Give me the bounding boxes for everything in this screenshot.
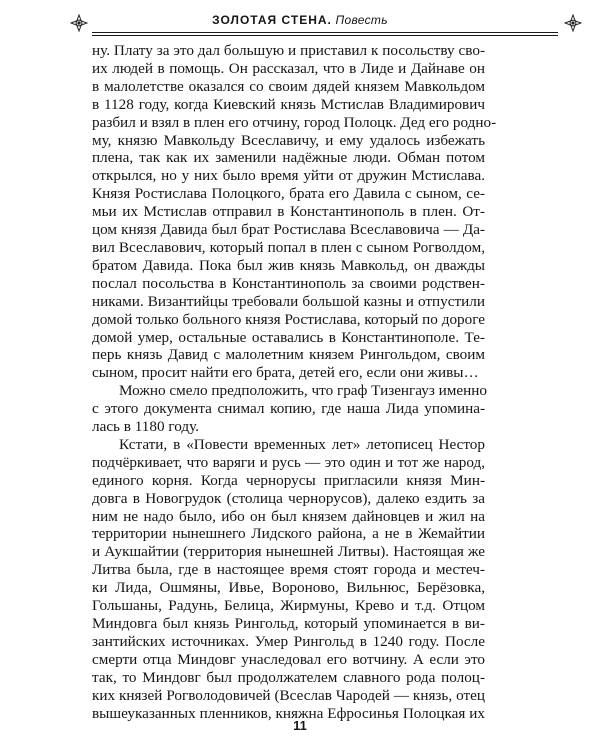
- text-line: братом Давида. Пока был жив князь Мавкольд, он дважды: [92, 256, 485, 274]
- text-line: и Аукшайтии (территория нынешней Литвы). Настоящая же: [92, 543, 485, 561]
- book-genre: Повесть: [335, 13, 388, 27]
- text-line: плена, так как их заменили надёжные люди. Обман потом: [92, 149, 485, 167]
- text-line: единого корня. Когда чернорусы пригласили князя Мин-: [92, 471, 485, 489]
- text-line: Миндовга был князь Рингольд, который упоминается в ви-: [92, 615, 485, 632]
- running-header-title: [0, 13, 600, 27]
- text-line: с этого документа снимал копию, где наша Лида упомина-: [92, 400, 485, 418]
- page-number: 11: [293, 718, 307, 733]
- text-line: разбил и взял в плен его отчину, город Полоцк. Дед его родно-: [92, 113, 497, 131]
- text-line: сыном, просит найти его брата, детей его, если они живы…: [92, 364, 479, 382]
- text-line: подчёркивает, что варяги и русь — это один и тот же народ,: [92, 453, 485, 471]
- text-line: цом князя Давида был брат Ростислава Всеславовича — Да-: [92, 221, 485, 239]
- text-line: ним не надо было, ибо он был князем дайновцев и жил на: [92, 507, 485, 525]
- text-line: Литва была, где в настоящее время стоят города и местеч-: [92, 561, 485, 579]
- text-line: домой только больного князя Ростислава, который по дороге: [92, 310, 485, 328]
- book-title: ЗОЛОТАЯ СТЕНА.: [212, 13, 332, 27]
- text-line: домой умер, остальные оставались в Константинополе. Те-: [92, 328, 485, 346]
- text-line: в 1128 году, когда Киевский князь Мстислав Владимирович: [92, 95, 485, 113]
- text-line: их людей в помощь. Он рассказал, что в Лиде и Дайнаве он: [92, 59, 485, 77]
- text-line: в малолетстве оказался со своим дядей князем Мавкольдом: [92, 77, 485, 95]
- text-line: довга в Новогрудок (столица чернорусов), далеко ездить за: [92, 489, 485, 507]
- text-line: вышеуказанных пленников, княжна Ефросинья Полоцкая их: [92, 704, 485, 722]
- text-line: ки Лида, Ошмяны, Ивье, Вороново, Вильнюс, Берёзовка,: [92, 579, 485, 597]
- text-line: Князя Ростислава Полоцкого, брата его Давила с сыном, се-: [92, 185, 485, 203]
- text-line: Кстати, в «Повести временных лет» летописец Нестор: [119, 435, 485, 453]
- header-rule: [92, 32, 558, 33]
- text-line: му, князю Мавкольду Всеславичу, и ему удалось избежать: [92, 131, 485, 149]
- text-line: Можно смело предположить, что граф Тизенгауз именно: [119, 382, 487, 400]
- text-line: Гольшаны, Радунь, Белица, Жирмуны, Крево и т.д. Отцом: [92, 597, 485, 615]
- text-line: смерти отца Миндовг унаследовал его вотчину. А если это: [92, 650, 485, 668]
- body-text: [92, 42, 497, 722]
- text-line: никами. Византийцы требовали большой казны и отпустили: [92, 292, 485, 310]
- text-line: послал посольства в Константинополь за своими родствен-: [92, 274, 485, 292]
- text-line: перь князь Давид с малолетним князем Рингольдом, своим: [92, 346, 485, 364]
- text-line: территории нынешнего Лидского района, а не в Жемайтии: [92, 525, 485, 543]
- text-line: зантийских источниках. Умер Рингольд в 1240 году. После: [92, 632, 485, 650]
- running-header: [0, 6, 600, 38]
- text-line: ких князей Рогволодовичей (Всеслав Чародей — князь, отец: [92, 686, 485, 704]
- text-line: вил Всеславович, который попал в плен с сыном Рогволдом,: [92, 238, 485, 256]
- text-line: лась в 1180 году.: [92, 418, 199, 436]
- diamond-flourish-icon: [564, 14, 582, 32]
- text-line: мьи их Мстислав отправил в Константинополь в плен. От-: [92, 203, 485, 221]
- header-rule: [92, 35, 558, 36]
- text-line: так, то Миндовг был продолжателем славного рода полоц-: [92, 668, 485, 686]
- text-line: ну. Плату за это дал большую и приставил к посольству сво-: [92, 42, 485, 59]
- text-line: открылся, но у них было время уйти от дружин Мстислава.: [92, 167, 485, 185]
